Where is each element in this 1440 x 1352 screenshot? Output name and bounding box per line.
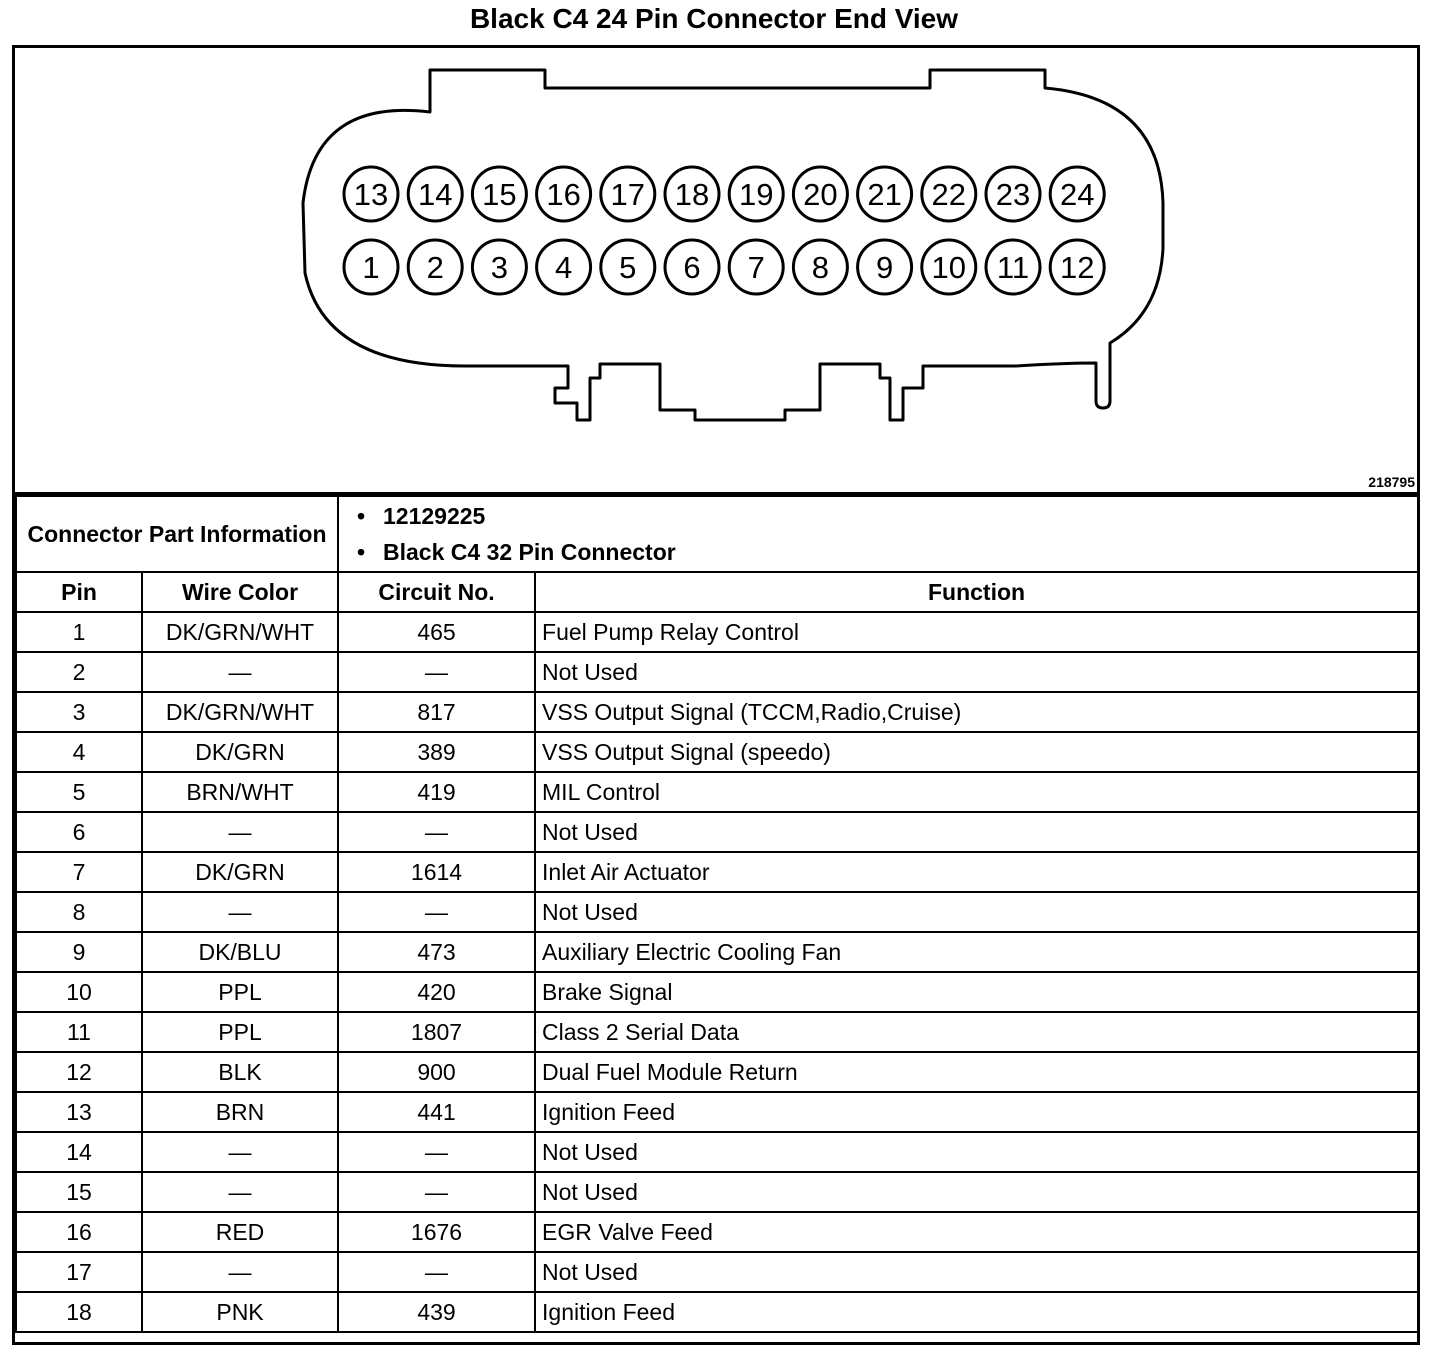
column-header-circuit: Circuit No. (338, 572, 535, 612)
pin-label: 14 (417, 177, 453, 212)
function-cell: Not Used (535, 1172, 1418, 1212)
function-cell: Not Used (535, 1252, 1418, 1292)
pin-label: 12 (1059, 250, 1095, 285)
page-title: Black C4 24 Pin Connector End View (469, 3, 959, 34)
table-row (16, 692, 1418, 732)
circuit-cell: — (338, 1132, 535, 1172)
wire-color-cell: DK/GRN/WHT (142, 612, 338, 652)
wire-color-cell: DK/GRN (142, 732, 338, 772)
pin-label: 15 (482, 177, 517, 212)
document-frame (12, 45, 1420, 1345)
circuit-cell: 441 (338, 1092, 535, 1132)
pin-cell: 1 (16, 612, 142, 652)
pin-cell: 11 (16, 1012, 142, 1052)
function-cell: Not Used (535, 1132, 1418, 1172)
circuit-cell: 900 (338, 1052, 535, 1092)
circuit-cell: 817 (338, 692, 535, 732)
pin-label: 10 (931, 250, 967, 285)
table-row (16, 1252, 1418, 1292)
pin-label: 8 (811, 250, 830, 285)
pin-label: 9 (875, 250, 894, 285)
pin-cell: 8 (16, 892, 142, 932)
function-cell: VSS Output Signal (TCCM,Radio,Cruise) (535, 692, 1418, 732)
circuit-cell: 439 (338, 1292, 535, 1332)
function-cell: Not Used (535, 812, 1418, 852)
table-row (16, 1052, 1418, 1092)
circuit-cell: 420 (338, 972, 535, 1012)
table-row (16, 1292, 1418, 1332)
pin-label: 22 (931, 177, 967, 212)
table-row (16, 732, 1418, 772)
function-cell: Class 2 Serial Data (535, 1012, 1418, 1052)
wire-color-cell: DK/GRN (142, 852, 338, 892)
wire-color-cell: — (142, 892, 338, 932)
pin-cell: 14 (16, 1132, 142, 1172)
pin-label: 11 (996, 250, 1030, 285)
wire-color-cell: BLK (142, 1052, 338, 1092)
pin-cell: 10 (16, 972, 142, 1012)
pin-label: 7 (747, 250, 765, 285)
function-cell: Not Used (535, 652, 1418, 692)
connector-diagram (15, 48, 1417, 495)
pin-label: 1 (362, 250, 380, 285)
pin-cell: 2 (16, 652, 142, 692)
wire-color-cell: DK/GRN/WHT (142, 692, 338, 732)
column-header-pin: Pin (16, 572, 142, 612)
table-row (16, 932, 1418, 972)
connector-outline (15, 48, 1417, 492)
wire-color-cell: — (142, 652, 338, 692)
circuit-cell: — (338, 1172, 535, 1212)
circuit-cell: 389 (338, 732, 535, 772)
function-cell: Inlet Air Actuator (535, 852, 1418, 892)
wire-color-cell: DK/BLU (142, 932, 338, 972)
function-cell: Auxiliary Electric Cooling Fan (535, 932, 1418, 972)
pin-circles (344, 167, 1104, 294)
part-number: • 12129225 (383, 498, 1417, 534)
wire-color-cell: PPL (142, 972, 338, 1012)
table-row (16, 1132, 1418, 1172)
wire-color-cell: — (142, 1172, 338, 1212)
wire-color-cell: RED (142, 1212, 338, 1252)
pin-label: 17 (610, 177, 646, 212)
circuit-cell: 1807 (338, 1012, 535, 1052)
pin-cell: 3 (16, 692, 142, 732)
circuit-cell: — (338, 812, 535, 852)
table-row (16, 812, 1418, 852)
pin-cell: 6 (16, 812, 142, 852)
pin-label: 3 (490, 250, 509, 285)
circuit-cell: 473 (338, 932, 535, 972)
table-row (16, 1092, 1418, 1132)
pin-label: 21 (867, 177, 902, 212)
wire-color-cell: BRN/WHT (142, 772, 338, 812)
circuit-cell: 419 (338, 772, 535, 812)
wire-color-cell: BRN (142, 1092, 338, 1132)
table-row (16, 652, 1418, 692)
function-cell: Ignition Feed (535, 1092, 1418, 1132)
pin-label: 13 (353, 177, 389, 212)
pin-cell: 12 (16, 1052, 142, 1092)
circuit-cell: — (338, 1252, 535, 1292)
part-info-values (338, 496, 1418, 572)
pin-label: 24 (1059, 177, 1095, 212)
function-cell: MIL Control (535, 772, 1418, 812)
table-row (16, 852, 1418, 892)
function-cell: Not Used (535, 892, 1418, 932)
pin-label: 18 (674, 177, 710, 212)
table-header-row (16, 572, 1418, 612)
function-cell: EGR Valve Feed (535, 1212, 1418, 1252)
function-cell: Ignition Feed (535, 1292, 1418, 1332)
circuit-cell: — (338, 892, 535, 932)
pin-cell: 5 (16, 772, 142, 812)
pin-cell: 16 (16, 1212, 142, 1252)
pin-cell: 9 (16, 932, 142, 972)
pin-cell: 13 (16, 1092, 142, 1132)
pin-cell: 4 (16, 732, 142, 772)
circuit-cell: 1676 (338, 1212, 535, 1252)
wire-color-cell: — (142, 812, 338, 852)
wire-color-cell: — (142, 1252, 338, 1292)
figure-number: 218795 (1368, 474, 1415, 490)
table-row (16, 1172, 1418, 1212)
table-row (16, 772, 1418, 812)
circuit-cell: — (338, 652, 535, 692)
pin-label: 23 (995, 177, 1031, 212)
column-header-wire-color: Wire Color (142, 572, 338, 612)
pinout-table (15, 495, 1419, 1333)
circuit-cell: 465 (338, 612, 535, 652)
pin-label: 4 (554, 250, 573, 285)
table-row (16, 892, 1418, 932)
column-header-function: Function (535, 572, 1418, 612)
function-cell: VSS Output Signal (speedo) (535, 732, 1418, 772)
pin-label: 19 (738, 177, 774, 212)
wire-color-cell: PPL (142, 1012, 338, 1052)
wire-color-cell: PNK (142, 1292, 338, 1332)
table-row (16, 1012, 1418, 1052)
part-info-label: Connector Part Information (16, 496, 338, 572)
pin-cell: 7 (16, 852, 142, 892)
function-cell: Brake Signal (535, 972, 1418, 1012)
table-row (16, 612, 1418, 652)
wire-color-cell: — (142, 1132, 338, 1172)
function-cell: Fuel Pump Relay Control (535, 612, 1418, 652)
pin-cell: 15 (16, 1172, 142, 1212)
table-row (16, 972, 1418, 1012)
connector-description: • Black C4 32 Pin Connector (383, 534, 1417, 570)
pin-label: 2 (426, 250, 444, 285)
circuit-cell: 1614 (338, 852, 535, 892)
pin-label: 20 (803, 177, 838, 212)
pin-cell: 18 (16, 1292, 142, 1332)
function-cell: Dual Fuel Module Return (535, 1052, 1418, 1092)
pin-label: 6 (683, 250, 701, 285)
pin-label: 5 (619, 250, 637, 285)
table-row (16, 1212, 1418, 1252)
pin-cell: 17 (16, 1252, 142, 1292)
pin-label: 16 (546, 177, 581, 212)
part-info-row (16, 496, 1418, 572)
